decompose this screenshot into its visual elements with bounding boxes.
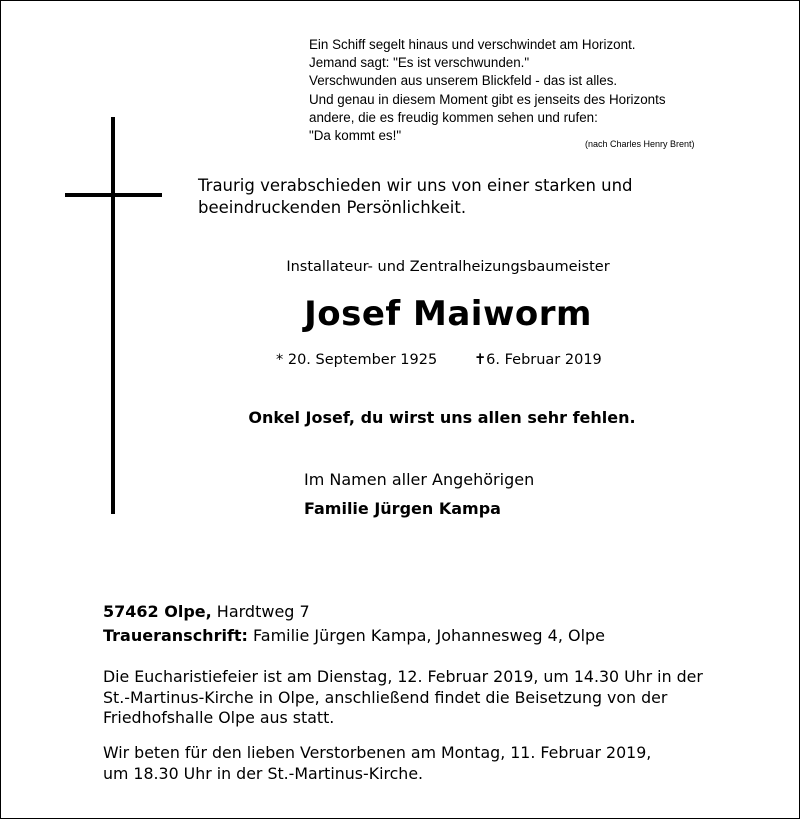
service-line: St.-Martinus-Kirche in Olpe, anschließend findet die Beisetzung von der <box>103 687 668 707</box>
prayer-line: um 18.30 Uhr in der St.-Martinus-Kirche. <box>103 763 424 783</box>
mourning-address-value: Familie Jürgen Kampa, Johannesweg 4, Olpe <box>247 626 606 645</box>
poem <box>309 36 666 145</box>
home-place: 57462 Olpe, <box>103 602 212 621</box>
home-street: Hardtweg 7 <box>211 602 310 621</box>
deceased-name: Josef Maiworm <box>304 294 592 334</box>
cross-icon-bar <box>65 193 162 197</box>
signoff-family: Familie Jürgen Kampa <box>304 499 501 518</box>
poem-line: "Da kommt es!" <box>309 128 402 144</box>
death-date: 6. Februar 2019 <box>486 352 602 368</box>
service-info <box>103 667 703 729</box>
poem-line: andere, die es freudig kommen sehen und rufen: <box>309 109 598 125</box>
death-cross-icon: ✝ <box>474 352 487 368</box>
prayer-line: Wir beten für den lieben Verstorbenen am Montag, 11. Februar 2019, <box>103 743 652 762</box>
intro-line: Traurig verabschieden wir uns von einer starken und <box>198 176 633 195</box>
signoff-line: Im Namen aller Angehörigen <box>304 470 535 489</box>
mourning-label: Traueranschrift: <box>103 626 248 645</box>
mourning-address <box>103 624 605 648</box>
intro-text <box>198 175 633 219</box>
intro-line: beeindruckenden Persönlichkeit. <box>198 198 467 217</box>
poem-line: Verschwunden aus unserem Blickfeld - das ist alles. <box>309 73 618 89</box>
poem-line: Ein Schiff segelt hinaus und verschwindet am Horizont. <box>309 37 636 52</box>
poem-source: (nach Charles Henry Brent) <box>585 139 695 149</box>
home-address <box>103 600 605 624</box>
signoff <box>304 465 534 523</box>
poem-line: Und genau in diesem Moment gibt es jenseits des Horizonts <box>309 91 666 107</box>
prayer-info <box>103 743 651 784</box>
service-line: Friedhofshalle Olpe aus statt. <box>103 708 335 727</box>
farewell-message: Onkel Josef, du wirst uns allen sehr fehlen. <box>248 408 636 427</box>
service-line: Die Eucharistiefeier ist am Dienstag, 12. Februar 2019, um 14.30 Uhr in der <box>103 667 703 686</box>
death-date-row <box>474 352 602 368</box>
profession: Installateur- und Zentralheizungsbaumeister <box>286 259 610 275</box>
birth-date: * 20. September 1925 <box>276 352 438 368</box>
address-block <box>103 600 605 648</box>
poem-line: Jemand sagt: "Es ist verschwunden." <box>309 55 530 71</box>
